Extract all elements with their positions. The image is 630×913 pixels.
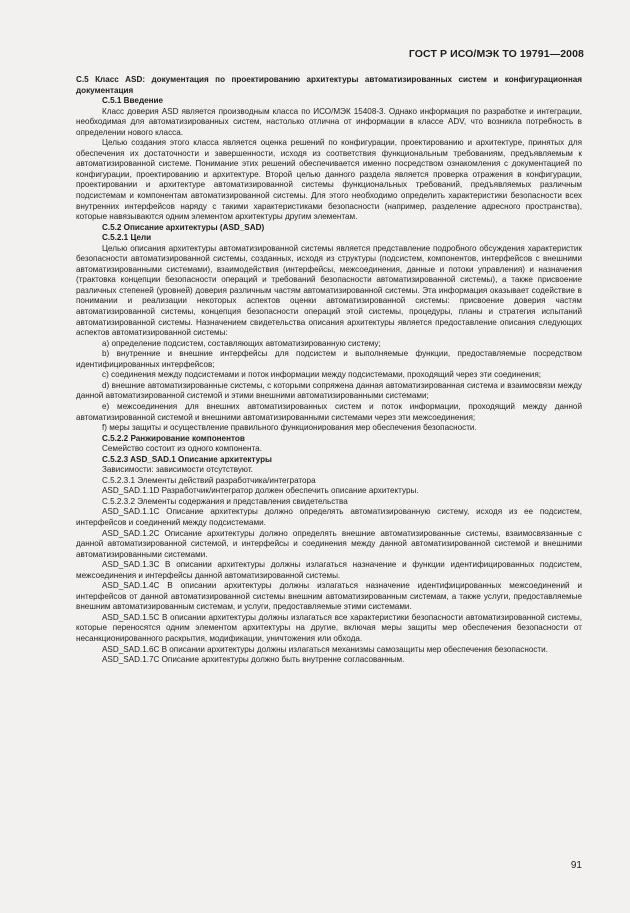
paragraph: C.5.2.3.2 Элементы содержания и представления свидетельства: [102, 496, 348, 506]
paragraph: Целью создания этого класса является оценка решений по конфигурации, проектированию и архитектуре, принятых для обеспечения их достаточности и завершенности, исходя из соответствия функциональным требованиям, предъявляемым к автоматизированной системе. Понимание этих решений обеспечивается именно посредством ознакомления с документацией по конфигурации, проектированию и архитектуре. Второй целью данного раздела является проверка отражения в конфигурации, проектировании и архитектуре автоматизированной системы функциональных требований, предъявляемых различным подсистемам и компонентам автоматизированной системы. Для этого необходимо определить характеристики безопасности всех внутренних интерфейсов наряду с такими характеристиками безопасности (например, разделение адресного пространства), которые навязываются одним элементом архитектуры другим элементам.: [76, 138, 582, 222]
page-number: 91: [570, 860, 582, 871]
element-item: ASD_SAD.1.6C В описании архитектуры должны излагаться механизмы самозащиты мер обеспечения безопасности.: [102, 644, 548, 654]
document-id-header: ГОСТ Р ИСО/МЭК ТО 19791—2008: [408, 48, 584, 60]
subsection-c521-title: C.5.2.1 Цели: [102, 233, 152, 243]
element-item: ASD_SAD.1.5C В описании архитектуры должны излагаться все характеристики безопасности автоматизированной системы, которые переносятся одним элементом архитектуры на другие, включая меры защиты мер обеспечения безопасности от несанкционированного раскрытия, модификации, уничтожения или обхода.: [76, 612, 582, 643]
list-item: f) меры защиты и осуществление правильного функционирования мер обеспечения безопасности.: [102, 423, 477, 433]
list-item: b) внутренние и внешние интерфейсы для подсистем и выполняемые функции, предоставляемые посредством идентифицированных интерфейсов;: [76, 349, 582, 369]
list-item: а) определение подсистем, составляющих автоматизированную систему;: [102, 338, 381, 348]
subsection-c523-title: C.5.2.3 ASD_SAD.1 Описание архитектуры: [102, 454, 272, 464]
list-item: e) межсоединения для внешних автоматизированных систем и поток информации, проходящий между данной автоматизированной системой и внешними автоматизированными системами через эти межсоединения;: [76, 401, 582, 422]
subsection-c51-title: C.5.1 Введение: [102, 96, 164, 106]
element-item: ASD_SAD.1.7C Описание архитектуры должно быть внутренне согласованным.: [102, 655, 405, 665]
section-c52-title: C.5.2 Описание архитектуры (ASD_SAD): [102, 222, 265, 232]
document-body: [76, 75, 582, 666]
list-item: d) внешние автоматизированные системы, с которыми сопряжена данная автоматизированная система и взаимосвязи между данной автоматизированной системой и этими внешними автоматизированными системами;: [76, 380, 582, 401]
element-item: ASD_SAD.1.3C В описании архитектуры должны излагаться назначение и функции идентифицированных подсистем, межсоединения и интерфейсы данной автоматизированной системы.: [76, 560, 582, 580]
element-item: ASD_SAD.1.4C В описании архитектуры должны излагаться назначение идентифицированных межсоединений и интерфейсов от данной автоматизированной системы внешним автоматизированным системам, а также услуги, предоставляемые внешним автоматизированным системам, и услуги, предоставляемые этими системами.: [76, 581, 582, 612]
paragraph: C.5.2.3.1 Элементы действий разработчика/интегратора: [102, 475, 316, 485]
paragraph: Семейство состоит из одного компонента.: [102, 444, 262, 454]
element-item: ASD_SAD.1.1D Разработчик/интегратор должен обеспечить описание архитектуры.: [102, 486, 419, 496]
element-item: ASD_SAD.1.1C Описание архитектуры должно определять автоматизированную систему, исходя из ее подсистем, интерфейсов и соединений между подсистемами.: [76, 507, 582, 527]
element-item: ASD_SAD.1.2C Описание архитектуры должно определять внешние автоматизированные системы, взаимосвязанные с данной автоматизированной системой, и интерфейсы и соединения между данной автоматизированной системой и внешними автоматизированными системами.: [76, 528, 582, 559]
section-c5-title: C.5 Класс ASD: документация по проектированию архитектуры автоматизированных систем и конфигурационная документация: [76, 75, 582, 95]
list-item: c) соединения между подсистемами и поток информации между подсистемами, проходящий через эти соединения;: [102, 370, 542, 380]
paragraph: Класс доверия ASD является производным класса по ИСО/МЭК 15408-3. Однако информация по разработке и интеграции, необходимая для автоматизированных систем, настолько отлична от информации в классе ADV, что возникла потребность в определении нового класса.: [76, 106, 582, 137]
paragraph: Целью описания архитектуры автоматизированной системы является представление подробного обсуждения характеристик безопасности автоматизированной системы, созданных, исходя из структуры (подсистем, компонентов, интерфейсов с внешними автоматизированными системами), взаимодействия (интерфейсы, межсоединения, данные и потоки управления) и назначения (трактовка концепции безопасности операций и требований безопасности автоматизированной системы), а также присвоение различных степеней (уровней) доверия различным частям автоматизированной системы. Эта информация оказывает содействие в понимании и реализации некоторых аспектов оценки автоматизированной системы: присвоение доверия частям автоматизированной системы, концепция безопасности операций этой системы, процедуры, планы и стратегия испытаний автоматизированной системы. Назначением свидетельства описания архитектуры является предоставление описания следующих аспектов автоматизированной системы:: [76, 243, 582, 338]
subsection-c522-title: C.5.2.2 Ранжирование компонентов: [102, 433, 245, 443]
paragraph: Зависимости: зависимости отсутствуют.: [102, 465, 253, 475]
